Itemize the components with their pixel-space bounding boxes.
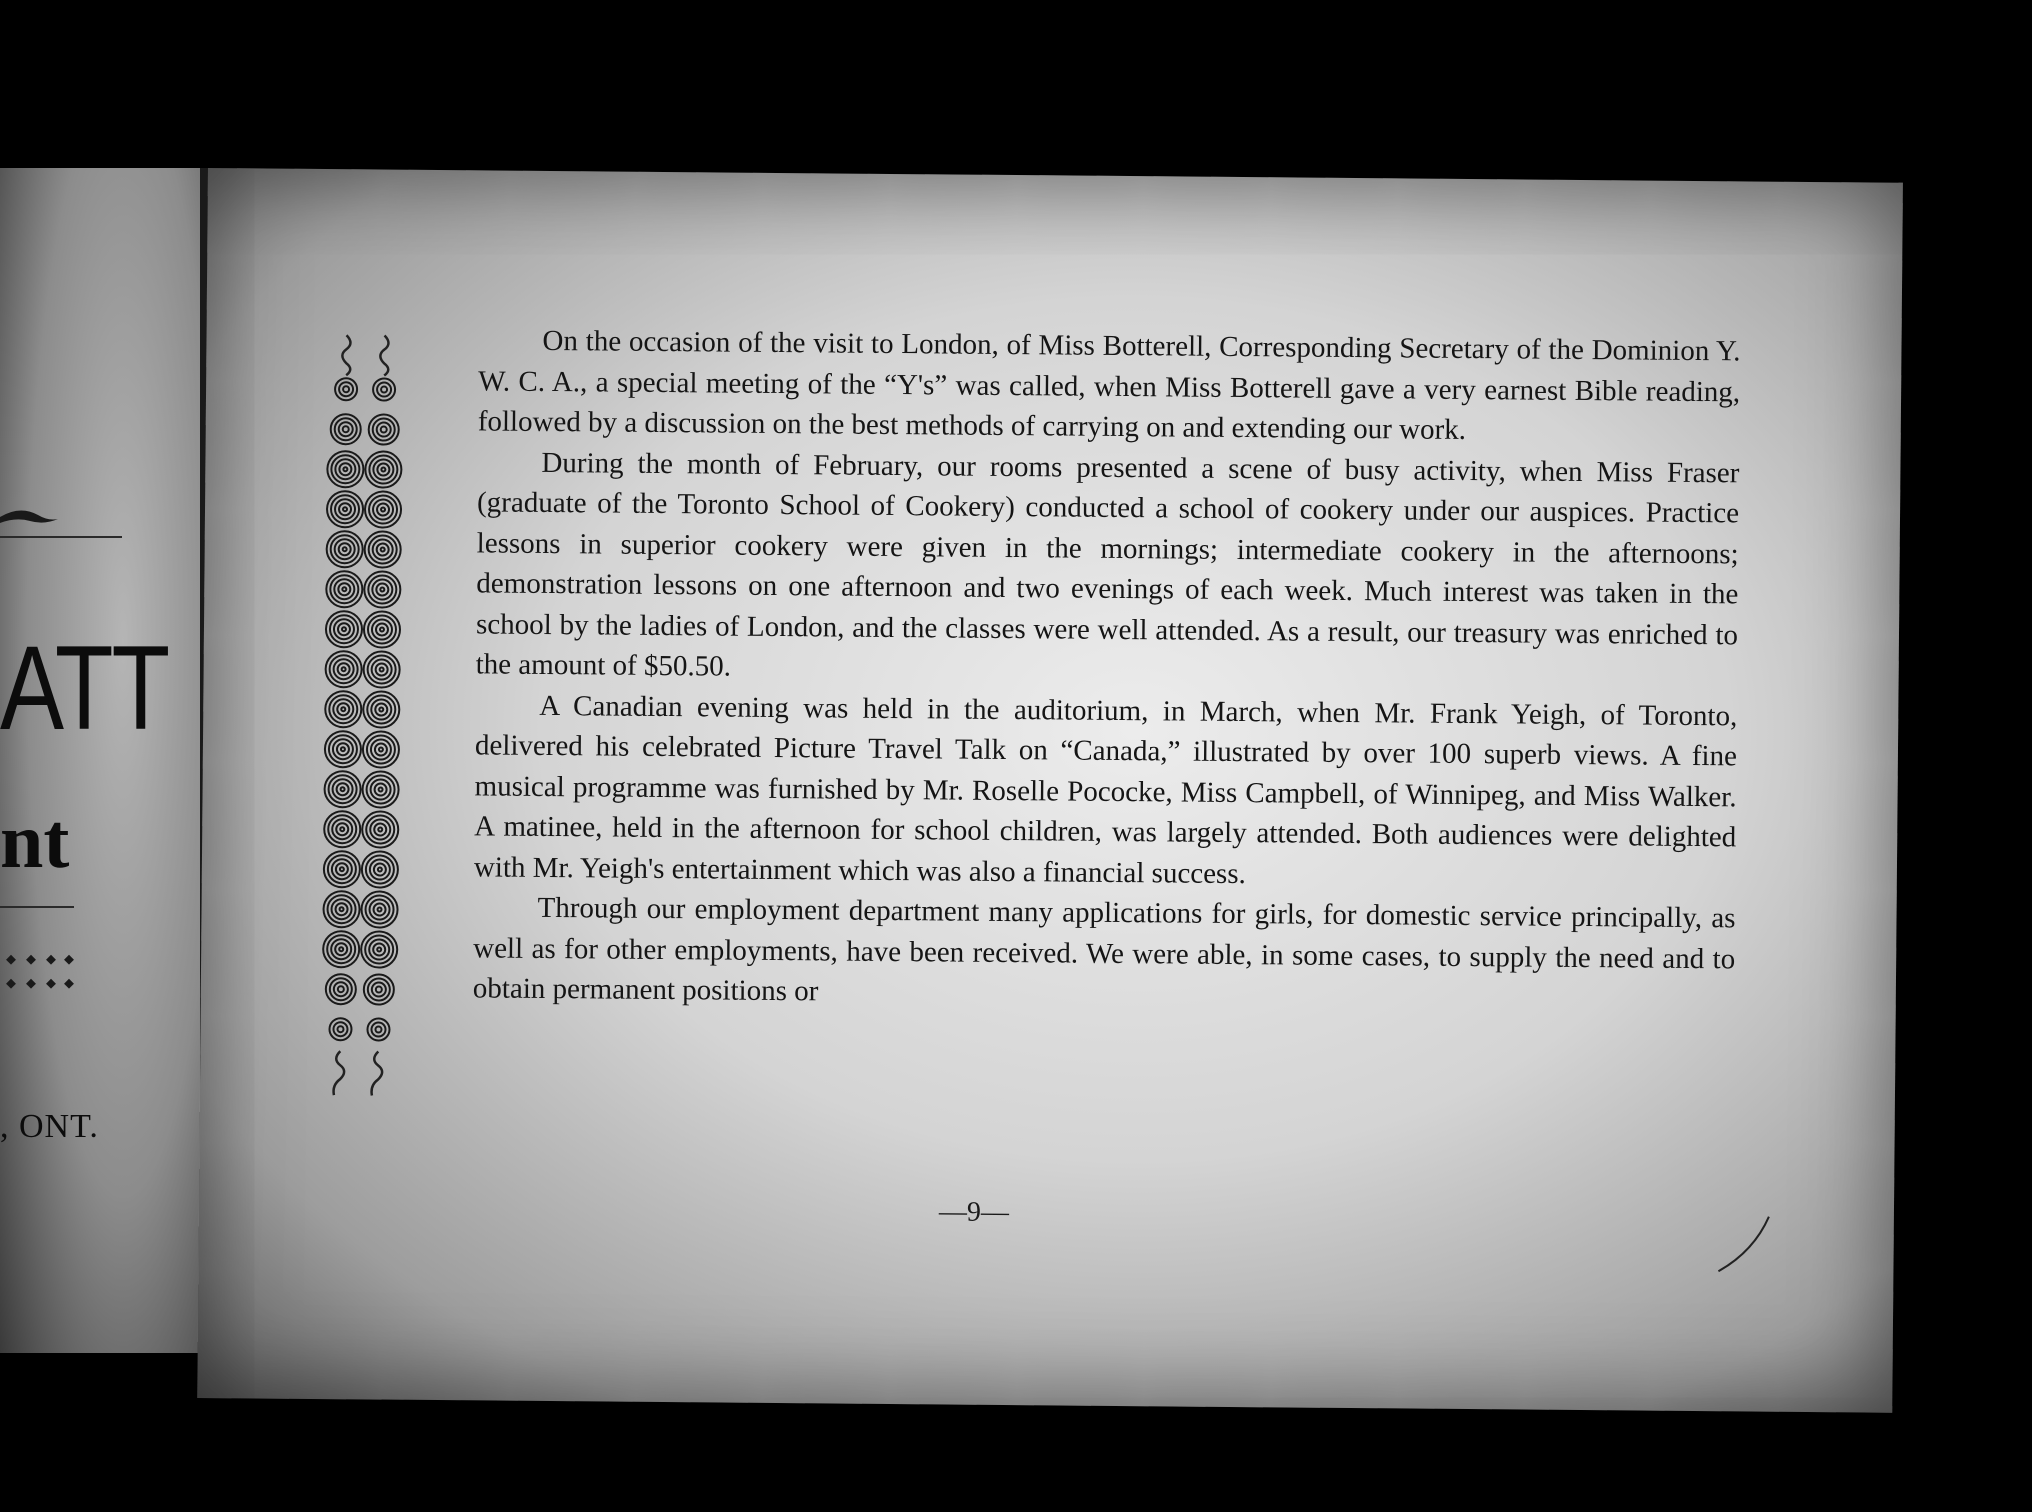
paragraph-canadian-evening: A Canadian evening was held in the auditorium, in March, when Mr. Frank Yeigh, of Toronto, delivered his celebrated Picture Travel Talk on “Canada,” illustrated by over 100 superb views. A fine musical programme was furnished by Mr. Roselle Pococke, Miss Campbell, of Winnipeg, and Miss Walker. A matinee, held in the afternoon for school children, was largely attended. Both audiences were delighted with Mr. Yeigh's entertainment which was also a financial success. <box>473 689 1738 890</box>
film-scratch-mark-icon <box>1658 1211 1779 1332</box>
paragraph-cookery-school: During the month of February, our rooms presented a scene of busy activity, when Miss Fraser (graduate of the Toronto School of Cookery) conducted a school of cookery under our auspices. Practice lessons in superior cookery were given in the mornings; intermediate cookery in the afternoons; demonstration lessons on one afternoon and two evenings of each week. Much interest was taken in the school by the ladies of London, and the classes were well attended. As a result, our treasury was enriched to the amount of $50.50. <box>475 446 1740 683</box>
bird-ornament-icon <box>0 503 60 527</box>
left-page-rule-mid <box>0 906 74 908</box>
page-number: —9— <box>938 1196 1010 1229</box>
paragraph-employment-department: Through our employment department many applications for girls, for domestic service principally, as well as for other employments, have been received. We were able, in some cases, to supply the need and to obtain permanent positions or <box>472 891 1736 1008</box>
left-page-fragment <box>0 168 205 1353</box>
left-page-city-fragment: , ONT. <box>0 1108 99 1145</box>
body-text <box>473 320 1741 1019</box>
paragraph-botterell-visit: On the occasion of the visit to London, of Miss Botterell, Corresponding Secretary of the Dominion Y. W. C. A., a special meeting of the “Y's” was called, when Miss Botterell gave a very earnest Bible reading, followed by a discussion on the best methods of carrying on and extending our work. <box>477 324 1741 446</box>
left-page-rule <box>0 536 122 538</box>
diamond-dots-ornament-icon <box>0 950 80 1000</box>
document-page <box>197 168 1903 1413</box>
spiral-border-ornament-icon <box>319 329 406 1170</box>
left-page-title-fragment: ATT <box>0 621 169 755</box>
left-page-subtitle-fragment: nt <box>0 797 70 884</box>
